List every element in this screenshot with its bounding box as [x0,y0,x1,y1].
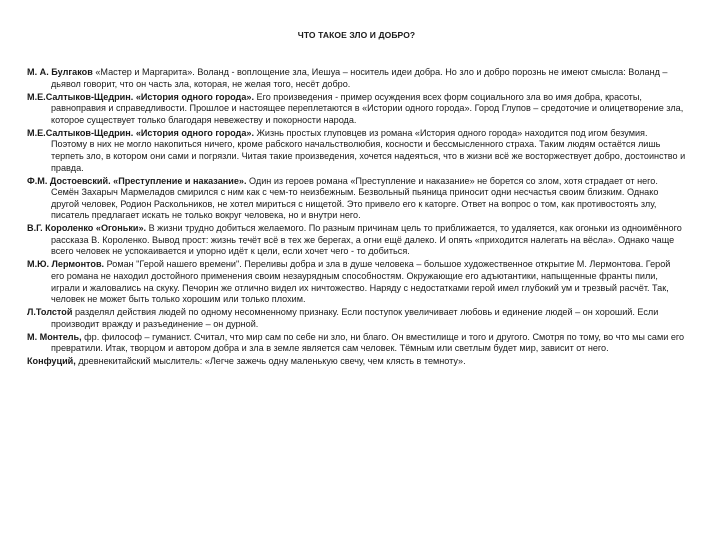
entry-text: Роман "Герой нашего времени". Переливы добра и зла в душе человека – большое художественное открытие М. Лермонтова. Герой его романа не находил достойного применения своим незаурядным способностям. Окружающие его адъютантики, напыщенные франты пили, играли и жаловались на скуку. Печорин же отлично видел их ничтожество. Наряду с недостатками герой имел глубокий ум и трезвый расчёт. Так, человек не может быть только хорошим или только плохим. [51,259,671,305]
entry-author: Конфуций, [27,356,76,367]
page-title: ЧТО ТАКОЕ ЗЛО И ДОБРО? [297,30,416,40]
entry-work: «История одного города». [133,91,254,102]
entry-lermontov [27,259,686,305]
entry-author: Л.Толстой [27,307,73,318]
entry-dostoevsky [27,176,686,222]
entry-text: разделял действия людей по одному несомненному признаку. Если поступок увеличивает любовь и единение людей – он хороший. Если производит вражду и разъединение – он дурной. [51,307,659,329]
entry-work: «Преступление и наказание». [110,175,247,186]
entry-author: Ф.М. Достоевский. [27,175,111,186]
entry-saltykov-2 [27,128,686,174]
entry-confucius [27,356,686,368]
entry-text: «Мастер и Маргарита». Воланд - воплощение зла, Иешуа – носитель идеи добра. Но зло и добро порознь не имеют смысла: Воланд – дьявол говорит, что он часть зла, которая, не желая того, несёт добро. [51,67,668,89]
entry-saltykov-1 [27,92,686,127]
entry-author: М. Монтель, [27,331,82,342]
entry-text: фр. философ – гуманист. Считал, что мир сам по себе ни зло, ни благо. Он вместилище и того и другого. Смотря по тому, во что мы сами его превратили. Итак, творцом и автором добра и зла в земле является сам человек. Тёмным или светлым будет мир, зависит от него. [51,331,685,354]
entry-author: М.Ю. Лермонтов. [27,259,105,270]
entry-author: М.Е.Салтыков-Щедрин. [27,127,134,138]
entry-work: «История одного города». [133,127,254,138]
entry-text: В жизни трудно добиться желаемого. По разным причинам цель то приближается, то удаляется, как огоньки из одноимённого рассказа В. Короленко. Вывод прост: жизнь течёт всё в тех же берегах, а огни ещё далеко. И опять «приходится налегать на вёсла». Однако чаще всего человек не успокаивается и упорно идёт к цели, если хочет чего - то добиться. [51,223,682,257]
entry-montel [27,332,686,355]
entry-text: Жизнь простых глуповцев из романа «История одного города» находится под игом безумия. Поэтому в них не могло накопиться ничего, кроме рабского начальстволюбия, косности и бессмысленного страха. Таким людям остаётся лишь терпеть зло, в котором они сами и погрязли. Читая такие произведения, хочется надеяться, что в жизни всё же восторжествует добро, достоинство и правда. [51,127,686,173]
entry-text: древнекитайский мыслитель: «Легче зажечь одну маленькую свечу, чем клясть в темноту». [75,356,466,367]
entry-bulgakov [27,67,686,90]
entry-text: Один из героев романа «Преступление и наказание» не борется со злом, хотя страдает от него. Семён Захарыч Мармеладов смирился с ним как с чем-то неизбежным. Безвольный пьяница приносит одни несчастья своим близким. Однако другой человек, Родион Раскольников, не хотел мириться с нищетой. Это привело его к каторге. Ответ на вопрос о том, как противостоять злу, писатель предлагает искать не только вокруг человека, но и внутри него. [51,175,659,221]
entry-tolstoy [27,307,686,330]
entry-author: В.Г. Короленко [27,223,94,234]
entry-author: М. А. Булгаков [27,67,93,77]
entry-author: М.Е.Салтыков-Щедрин. [27,91,134,102]
entry-text: Его произведения - пример осуждения всех форм социального зла во имя добра, красоты, равноправия и справедливости. Прошлое и настоящее переплетаются в «Истории одного города». Город Глупов – средоточие и олицетворение зла, которое существует только благодаря невежеству и покорности народа. [51,91,684,125]
entry-korolenko [27,223,686,258]
entry-work: «Огоньки». [93,223,147,234]
